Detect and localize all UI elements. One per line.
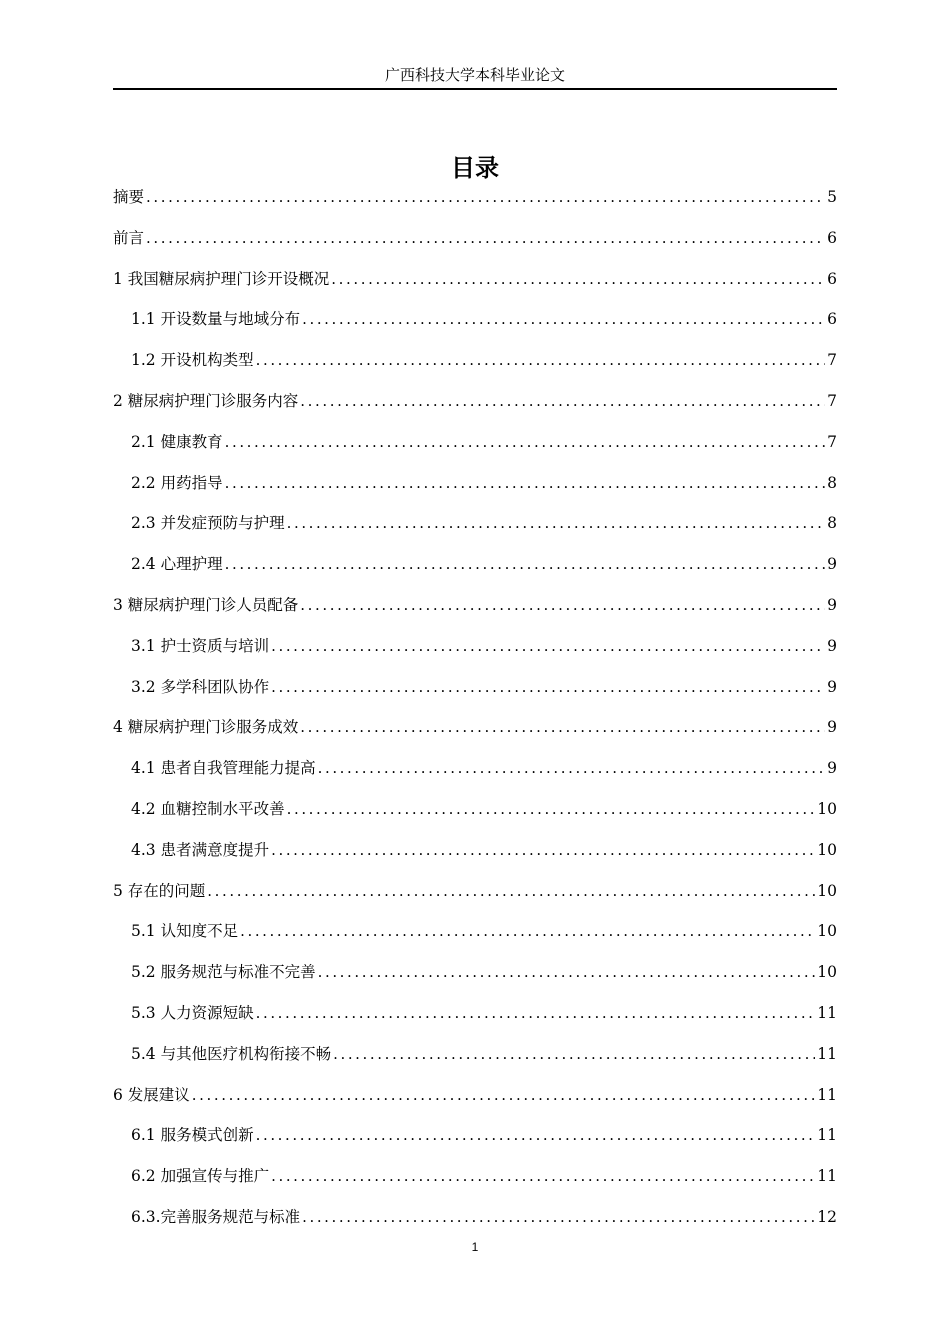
page-number: 1 — [471, 1240, 479, 1254]
toc-dot-leader — [318, 751, 826, 785]
toc-entry-page: 10 — [817, 799, 837, 818]
toc-dot-leader — [256, 996, 816, 1030]
toc-dot-leader — [271, 1159, 815, 1193]
toc-entry[interactable] — [113, 384, 837, 425]
toc-entry[interactable] — [113, 506, 837, 547]
toc-entry-label: 5.4 与其他医疗机构衔接不畅 — [131, 1044, 332, 1063]
toc-dot-leader — [271, 670, 825, 704]
toc-entry[interactable] — [113, 262, 837, 303]
toc-entry[interactable] — [113, 996, 837, 1037]
toc-entry-label: 2.2 用药指导 — [131, 473, 223, 492]
toc-entry-page: 9 — [827, 759, 837, 778]
toc-entry-page: 9 — [827, 595, 837, 614]
toc-entry-label: 3.1 护士资质与培训 — [131, 636, 270, 655]
toc-entry-page: 9 — [827, 677, 837, 696]
toc-dot-leader — [287, 792, 816, 826]
toc-entry[interactable] — [113, 588, 837, 629]
table-of-contents — [113, 180, 837, 1241]
toc-entry-page: 11 — [817, 1003, 837, 1022]
toc-dot-leader — [302, 1200, 815, 1234]
toc-entry[interactable] — [113, 751, 837, 792]
toc-entry[interactable] — [113, 1118, 837, 1159]
toc-entry-page: 8 — [827, 514, 837, 533]
toc-entry[interactable] — [113, 874, 837, 915]
toc-entry-label: 4.2 血糖控制水平改善 — [131, 799, 285, 818]
header-text: 广西科技大学本科毕业论文 — [384, 66, 565, 84]
toc-entry-page: 9 — [827, 555, 837, 574]
toc-entry-label: 2.1 健康教育 — [131, 432, 223, 451]
toc-entry-label: 3 糖尿病护理门诊人员配备 — [113, 595, 299, 614]
toc-entry-page: 9 — [827, 718, 837, 737]
toc-entry[interactable] — [113, 1037, 837, 1078]
toc-entry-label: 前言 — [113, 228, 145, 247]
toc-dot-leader — [333, 1037, 815, 1071]
toc-entry-page: 6 — [827, 310, 837, 329]
toc-entry-label: 1 我国糖尿病护理门诊开设概况 — [113, 269, 330, 288]
toc-entry[interactable] — [113, 670, 837, 711]
toc-entry-page: 9 — [827, 636, 837, 655]
toc-entry-label: 5.1 认知度不足 — [131, 922, 239, 941]
toc-entry-label: 5.3 人力资源短缺 — [131, 1003, 254, 1022]
toc-entry[interactable] — [113, 302, 837, 343]
toc-dot-leader — [331, 262, 825, 296]
toc-entry-page: 11 — [817, 1044, 837, 1063]
toc-entry-label: 摘要 — [113, 188, 145, 206]
toc-entry[interactable] — [113, 792, 837, 833]
toc-dot-leader — [225, 547, 826, 581]
toc-entry-label: 1.1 开设数量与地域分布 — [131, 310, 301, 329]
toc-entry[interactable] — [113, 221, 837, 262]
toc-dot-leader — [302, 302, 825, 336]
toc-entry-label: 4.1 患者自我管理能力提高 — [131, 759, 316, 778]
toc-dot-leader — [146, 180, 825, 214]
toc-entry-page: 8 — [827, 473, 837, 492]
toc-entry-page: 7 — [827, 432, 837, 451]
toc-entry-page: 11 — [817, 1167, 837, 1186]
toc-entry-page: 10 — [817, 881, 837, 900]
toc-entry-label: 6.2 加强宣传与推广 — [131, 1167, 270, 1186]
toc-entry-page: 6 — [827, 228, 837, 247]
toc-entry-label: 6.1 服务模式创新 — [131, 1126, 254, 1145]
toc-entry[interactable] — [113, 547, 837, 588]
toc-dot-leader — [256, 1118, 816, 1152]
toc-entry-page: 10 — [817, 922, 837, 941]
toc-entry[interactable] — [113, 629, 837, 670]
toc-entry-label: 2 糖尿病护理门诊服务内容 — [113, 391, 299, 410]
toc-entry-label: 4.3 患者满意度提升 — [131, 840, 270, 859]
toc-entry[interactable] — [113, 833, 837, 874]
toc-entry-label: 3.2 多学科团队协作 — [131, 677, 270, 696]
toc-dot-leader — [300, 710, 825, 744]
toc-dot-leader — [271, 629, 825, 663]
toc-entry-page: 10 — [817, 963, 837, 982]
toc-dot-leader — [271, 833, 815, 867]
toc-dot-leader — [300, 588, 825, 622]
toc-entry-label: 5.2 服务规范与标准不完善 — [131, 963, 316, 982]
page-title: 目录 — [451, 154, 499, 182]
toc-dot-leader — [256, 343, 826, 377]
toc-entry[interactable] — [113, 343, 837, 384]
toc-entry[interactable] — [113, 914, 837, 955]
toc-entry[interactable] — [113, 710, 837, 751]
toc-entry-page: 11 — [817, 1126, 837, 1145]
toc-entry-page: 6 — [827, 269, 837, 288]
toc-dot-leader — [225, 425, 826, 459]
toc-entry-label: 6.3.完善服务规范与标准 — [131, 1207, 301, 1226]
toc-entry-page: 10 — [817, 840, 837, 859]
toc-dot-leader — [287, 506, 826, 540]
toc-entry[interactable] — [113, 955, 837, 996]
toc-entry-label: 6 发展建议 — [113, 1085, 190, 1104]
toc-entry[interactable] — [113, 1078, 837, 1119]
toc-entry[interactable] — [113, 466, 837, 507]
toc-entry-label: 4 糖尿病护理门诊服务成效 — [113, 718, 299, 737]
toc-entry-page: 12 — [817, 1207, 837, 1226]
toc-dot-leader — [146, 221, 825, 255]
toc-dot-leader — [240, 914, 815, 948]
toc-entry[interactable] — [113, 180, 837, 221]
toc-entry-page: 7 — [827, 351, 837, 370]
toc-dot-leader — [300, 384, 825, 418]
toc-entry-page: 5 — [827, 188, 837, 206]
toc-entry[interactable] — [113, 425, 837, 466]
toc-entry-label: 5 存在的问题 — [113, 881, 206, 900]
toc-dot-leader — [318, 955, 816, 989]
toc-entry-page: 11 — [817, 1085, 837, 1104]
toc-entry-label: 2.4 心理护理 — [131, 555, 223, 574]
toc-entry[interactable] — [113, 1200, 837, 1241]
toc-entry-page: 7 — [827, 391, 837, 410]
page-header — [113, 64, 837, 90]
toc-entry-label: 1.2 开设机构类型 — [131, 351, 254, 370]
toc-dot-leader — [207, 874, 815, 908]
toc-dot-leader — [192, 1078, 815, 1112]
toc-dot-leader — [225, 466, 826, 500]
toc-entry[interactable] — [113, 1159, 837, 1200]
toc-entry-label: 2.3 并发症预防与护理 — [131, 514, 285, 533]
